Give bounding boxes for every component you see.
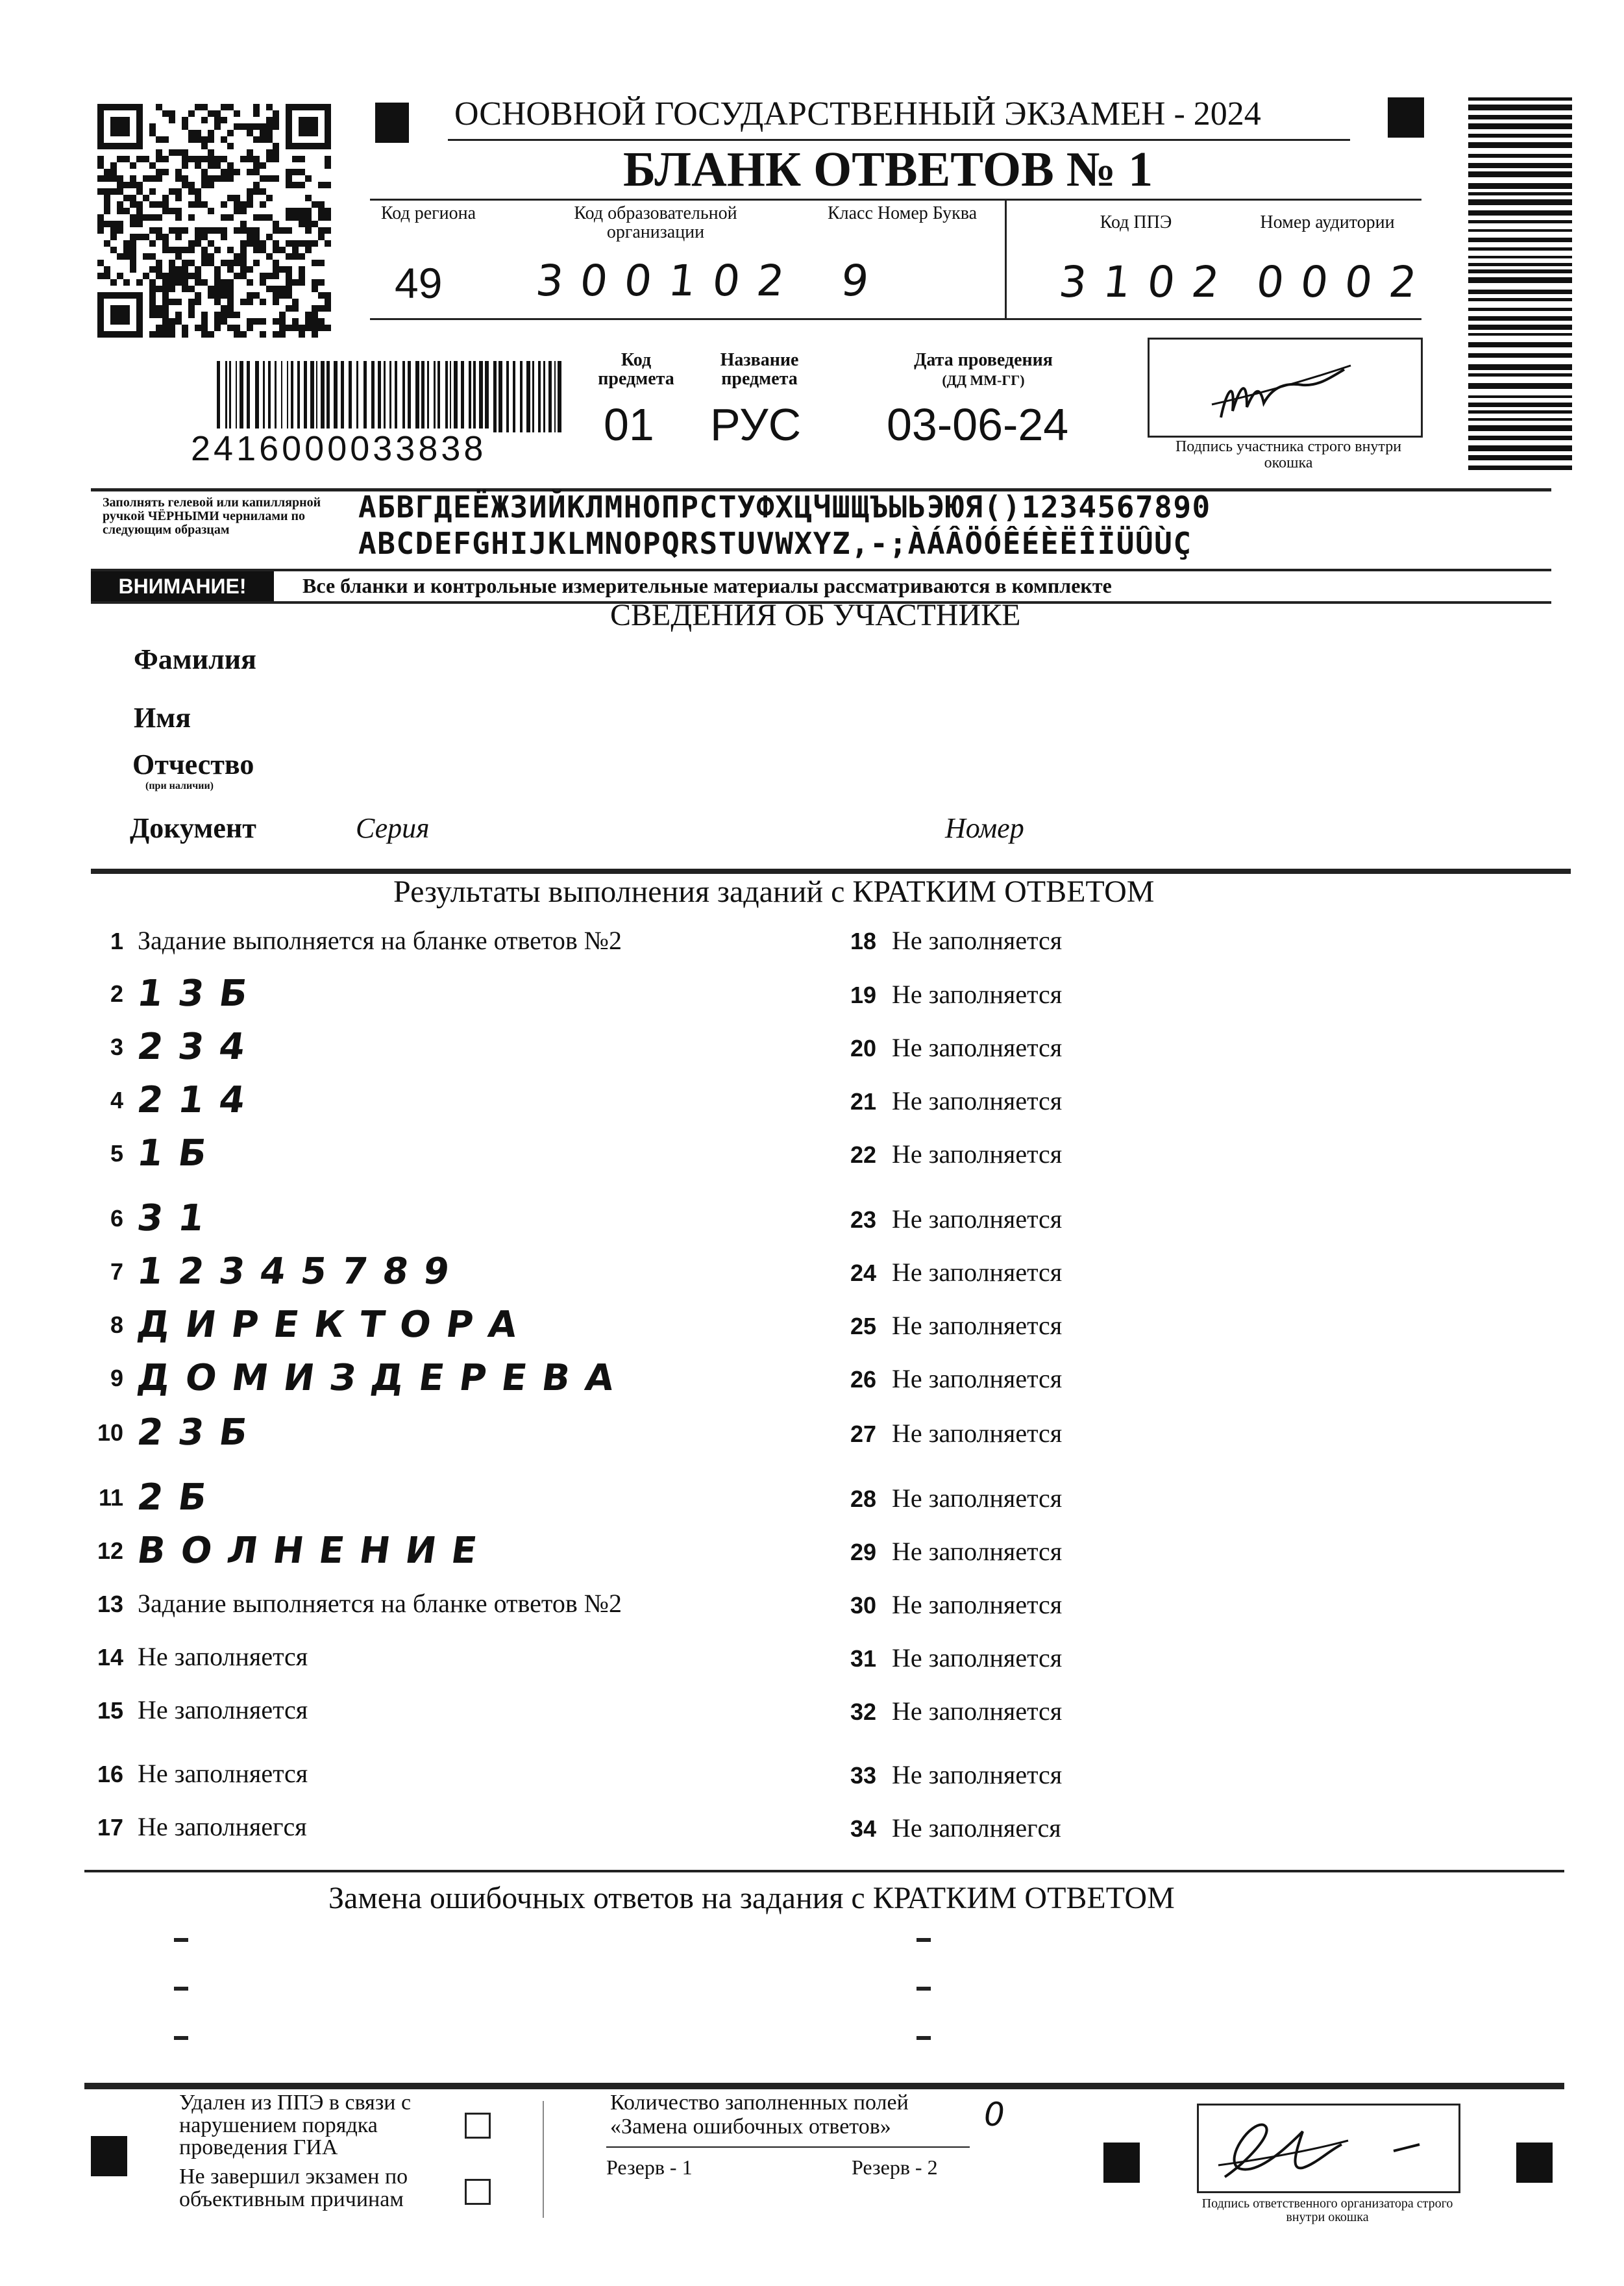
reserve-1-label: Резерв - 1 xyxy=(606,2156,693,2179)
sample-row-cyrillic: АБВГДЕЁЖЗИЙКЛМНОПРСТУФХЦЧШЩЪЫЬЭЮЯ()1234567890 xyxy=(358,490,1211,525)
subject-name-label: Название предмета xyxy=(720,350,799,390)
count-label: Количество заполненных полей «Замена ошибочных ответов» xyxy=(610,2091,909,2139)
footer-top-line xyxy=(84,2083,1564,2089)
count-underline xyxy=(606,2146,970,2148)
answer-note: Не заполняегся xyxy=(892,1813,1061,1843)
sample-row-latin: ABCDEFGHIJKLMNOPQRSTUVWXYZ,-;ÀÁÂÖÓÊÉÈËÎÏÜÛÙÇ xyxy=(358,526,1192,561)
region-value: 49 xyxy=(395,259,443,307)
reserve-2-label: Резерв - 2 xyxy=(852,2156,938,2179)
task-number: 14 xyxy=(97,1644,123,1671)
answer-note: Не заполняется xyxy=(892,1033,1063,1062)
warning-badge: ВНИМАНИЕ! xyxy=(91,571,274,601)
answer-note: Не заполняется xyxy=(892,1364,1063,1393)
replacement-dash xyxy=(174,1987,188,1991)
answer-field[interactable]: 234 xyxy=(134,1026,264,1068)
task-number: 32 xyxy=(850,1698,876,1725)
task-number: 30 xyxy=(850,1592,876,1619)
room-label: Номер аудитории xyxy=(1260,212,1395,232)
sample-instruction: Заполнять гелевой или капиллярной ручкой ЧЁРНЫМИ чернилами по следующим образцам xyxy=(103,495,321,537)
name-label: Имя xyxy=(134,702,191,734)
warning-text: Все бланки и контрольные измерительные материалы рассматриваются в комплекте xyxy=(302,574,1112,597)
task-number: 31 xyxy=(850,1645,876,1672)
task-number: 18 xyxy=(850,928,876,954)
subject-code-value: 01 xyxy=(604,399,654,450)
replacement-dash xyxy=(174,1938,188,1942)
answer-note: Не заполняется xyxy=(138,1642,308,1671)
answer-note: Не заполняется xyxy=(892,926,1063,955)
ppe-value: 3102 xyxy=(1056,257,1239,307)
answer-note: Не заполняется xyxy=(892,1537,1063,1566)
answer-note: Не заполняется xyxy=(892,1590,1063,1619)
participant-signature-caption: Подпись участника строго внутри окошка xyxy=(1175,438,1402,472)
answer-note: Не заполняется xyxy=(892,1311,1063,1340)
org-value: 300102 xyxy=(533,256,804,306)
removed-checkbox[interactable] xyxy=(465,2113,491,2139)
class-label: Класс Номер Буква xyxy=(827,203,978,223)
answer-note: Не заполняется xyxy=(892,1139,1063,1169)
task-number: 19 xyxy=(850,982,876,1008)
not-finished-checkbox[interactable] xyxy=(465,2179,491,2205)
date-value: 03-06-24 xyxy=(887,399,1069,450)
replacement-dash xyxy=(174,2036,188,2040)
answer-note: Не заполняется xyxy=(892,1696,1063,1726)
not-finished-label: Не завершил экзамен по объективным причинам xyxy=(179,2165,408,2211)
task-number: 27 xyxy=(850,1421,876,1447)
task-number: 13 xyxy=(97,1591,123,1617)
participant-signature xyxy=(1150,340,1421,436)
results-bottom-line xyxy=(84,1870,1564,1872)
task-number: 11 xyxy=(98,1484,123,1511)
answer-field[interactable]: 214 xyxy=(134,1079,264,1121)
task-number: 23 xyxy=(850,1206,876,1233)
subject-code-label: Код предмета xyxy=(598,350,674,390)
answer-field[interactable]: 23Б xyxy=(134,1411,266,1454)
surname-label: Фамилия xyxy=(134,643,256,675)
task-number: 15 xyxy=(97,1697,123,1724)
answer-note: Не заполняется xyxy=(138,1695,308,1724)
patronymic-note: (при наличии) xyxy=(145,780,214,791)
task-number: 24 xyxy=(850,1260,876,1286)
task-number: 33 xyxy=(850,1762,876,1789)
answer-note: Не заполняется xyxy=(892,1204,1063,1234)
qr-code xyxy=(97,104,331,338)
document-label: Документ xyxy=(130,812,256,844)
task-number: 6 xyxy=(110,1205,123,1232)
replacement-dash xyxy=(917,1987,931,1991)
exam-title: ОСНОВНОЙ ГОСУДАРСТВЕННЫЙ ЭКЗАМЕН - 2024 xyxy=(454,95,1261,132)
task-number: 26 xyxy=(850,1366,876,1393)
ppe-label: Код ППЭ xyxy=(1100,212,1172,232)
series-label: Серия xyxy=(356,812,430,844)
date-format: (ДД ММ-ГГ) xyxy=(942,372,1025,388)
answer-note: Не заполняется xyxy=(892,1419,1063,1448)
answer-field[interactable]: ДИРЕКТОРА xyxy=(134,1304,535,1346)
codes-divider xyxy=(1005,199,1007,318)
organizer-signature xyxy=(1199,2106,1458,2191)
task-number: 17 xyxy=(97,1814,123,1841)
replacement-dash xyxy=(917,1938,931,1942)
title-underline xyxy=(448,139,1350,141)
task-number: 34 xyxy=(850,1815,876,1842)
codes-top-line xyxy=(370,199,1421,201)
org-label: Код образовательной организации xyxy=(574,203,737,243)
answer-note: Не заполняется xyxy=(892,1643,1063,1672)
answer-note: Не заполняется xyxy=(892,1258,1063,1287)
task-number: 9 xyxy=(110,1365,123,1391)
task-number: 3 xyxy=(110,1034,123,1060)
task-number: 20 xyxy=(850,1035,876,1062)
task-number: 10 xyxy=(97,1419,123,1446)
answer-field[interactable]: 31 xyxy=(134,1197,223,1239)
task-number: 12 xyxy=(97,1537,123,1564)
corner-marker-top-left xyxy=(375,103,409,143)
answer-note: Не заполняется xyxy=(138,1759,308,1788)
count-value: 0 xyxy=(984,2096,1005,2133)
timing-stripes xyxy=(1468,97,1572,474)
number-label: Номер xyxy=(945,812,1024,844)
task-number: 16 xyxy=(97,1761,123,1787)
answer-note: Задание выполняется на бланке ответов №2 xyxy=(138,1589,622,1618)
answer-note: Не заполняется xyxy=(892,1086,1063,1115)
answer-field[interactable]: 13Б xyxy=(134,973,266,1015)
participant-bottom-line xyxy=(91,869,1571,874)
subject-name-value: РУС xyxy=(710,399,802,450)
corner-marker-bottom-mid xyxy=(1103,2143,1140,2183)
replacement-dash xyxy=(917,2036,931,2040)
task-number: 1 xyxy=(110,928,123,954)
task-number: 8 xyxy=(110,1311,123,1338)
corner-marker-bottom-left xyxy=(91,2136,127,2176)
class-value: 9 xyxy=(838,256,889,306)
answer-field[interactable]: ДОМИЗДЕРЕВА xyxy=(134,1357,632,1399)
answer-field[interactable]: 1Б xyxy=(134,1132,225,1174)
footer-divider xyxy=(543,2101,544,2218)
task-number: 4 xyxy=(110,1087,123,1113)
answer-note: Не заполняется xyxy=(892,1484,1063,1513)
task-number: 21 xyxy=(850,1088,876,1115)
answer-field[interactable]: 2Б xyxy=(134,1476,225,1519)
results-heading: Результаты выполнения заданий с КРАТКИМ ОТВЕТОМ xyxy=(393,875,1155,909)
room-value: 0002 xyxy=(1253,257,1436,307)
answer-note: Задание выполняется на бланке ответов №2 xyxy=(138,926,622,955)
participant-signature-box xyxy=(1148,338,1423,438)
removed-label: Удален из ППЭ в связи с нарушением порядка проведения ГИА xyxy=(179,2091,412,2160)
answer-note: Не заполняется xyxy=(892,980,1063,1009)
region-label: Код региона xyxy=(380,203,476,223)
participant-heading: СВЕДЕНИЯ ОБ УЧАСТНИКЕ xyxy=(610,598,1021,632)
task-number: 28 xyxy=(850,1485,876,1512)
corner-marker-top-right xyxy=(1388,97,1424,138)
task-number: 7 xyxy=(110,1258,123,1285)
replacement-heading: Замена ошибочных ответов на задания с КРАТКИМ ОТВЕТОМ xyxy=(328,1881,1175,1915)
answer-note: Не заполняегся xyxy=(138,1812,307,1841)
form-title: БЛАНК ОТВЕТОВ № 1 xyxy=(623,142,1153,197)
date-label: Дата проведения xyxy=(914,350,1053,370)
task-number: 22 xyxy=(850,1141,876,1168)
answer-note: Не заполняется xyxy=(892,1760,1063,1789)
corner-marker-bottom-right xyxy=(1516,2143,1553,2183)
task-number: 2 xyxy=(110,980,123,1007)
task-number: 29 xyxy=(850,1539,876,1565)
answer-field[interactable]: 12345789 xyxy=(134,1250,468,1293)
organizer-signature-caption: Подпись ответственного организатора строго внутри окошка xyxy=(1201,2196,1453,2224)
answer-field[interactable]: ВОЛНЕНИЕ xyxy=(134,1530,495,1572)
patronymic-label: Отчество xyxy=(132,749,254,780)
task-number: 25 xyxy=(850,1313,876,1339)
task-number: 5 xyxy=(110,1140,123,1167)
codes-bottom-line xyxy=(370,318,1421,320)
organizer-signature-box xyxy=(1197,2104,1460,2193)
barcode-digits: 2416000033838 xyxy=(188,429,489,469)
